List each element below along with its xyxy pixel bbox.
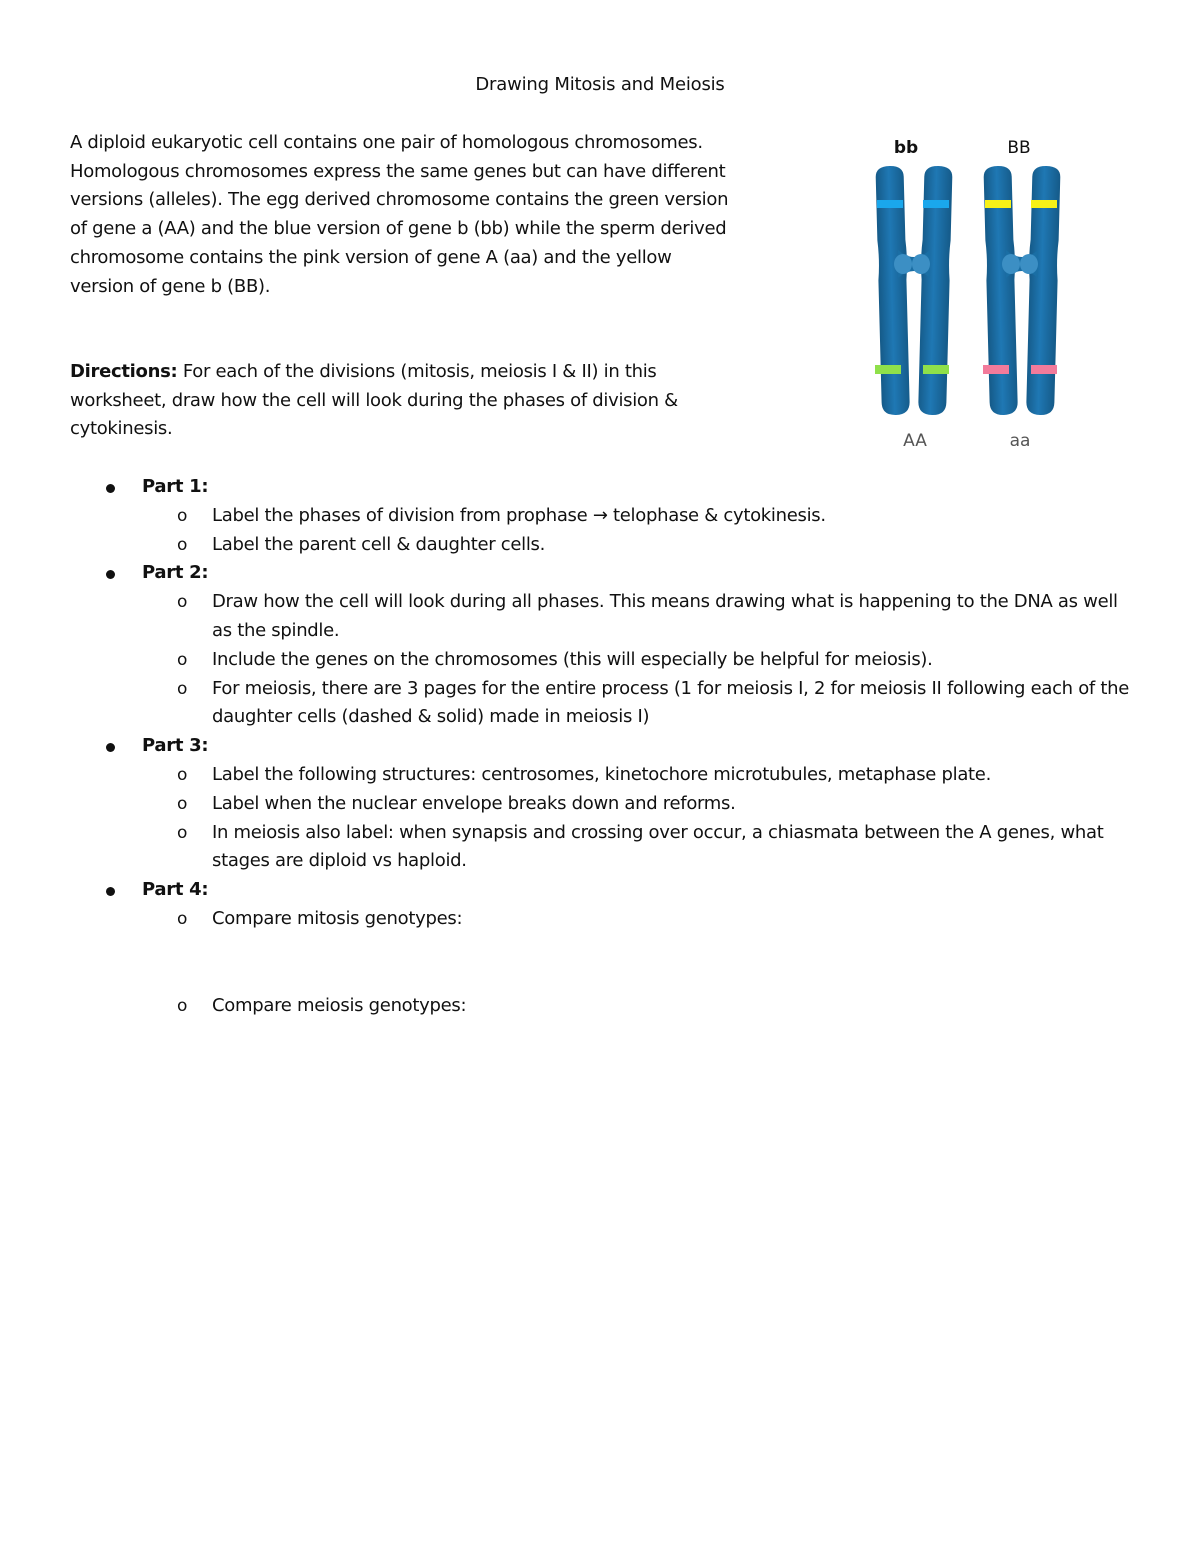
- sub-bullet-icon: o: [177, 534, 188, 555]
- gene-band-blue: [923, 200, 949, 208]
- list-item: [0, 790, 1200, 819]
- sub-bullet-icon: o: [177, 793, 188, 814]
- gene-band-pink: [983, 365, 1009, 374]
- bullet-icon: [106, 484, 115, 493]
- part-2: [0, 559, 1200, 732]
- part-4: [0, 876, 1200, 1020]
- intro-paragraph: [70, 129, 845, 301]
- label-BB: BB: [1007, 138, 1031, 158]
- bullet-icon: [106, 570, 115, 579]
- gene-band-blue: [877, 200, 903, 208]
- directions-label: Directions:: [70, 361, 178, 382]
- list-item-text: Compare mitosis genotypes:: [212, 907, 463, 929]
- list-item: [0, 502, 1200, 531]
- list-item: [0, 531, 1200, 560]
- list-item-text: Compare meiosis genotypes:: [212, 994, 467, 1016]
- bullet-icon: [106, 887, 115, 896]
- list-item-text: For meiosis, there are 3 pages for the entire process (1 for meiosis I, 2 for meiosis II following each of the daughter cells (dashed & solid) made in meiosis I): [212, 677, 1130, 728]
- part-label: Part 3:: [142, 735, 209, 757]
- gene-band-green: [923, 365, 949, 374]
- sub-bullet-icon: o: [177, 678, 188, 699]
- list-item-text: Label the parent cell & daughter cells.: [212, 533, 546, 555]
- directions-line: [70, 358, 845, 387]
- list-item: [0, 905, 1200, 934]
- intro-line: of gene a (AA) and the blue version of gene b (bb) while the sperm derived: [70, 218, 727, 240]
- gene-band-yellow: [985, 200, 1011, 208]
- list-item-text: Label when the nuclear envelope breaks down and reforms.: [212, 792, 736, 814]
- chromosome-diagram: [862, 130, 1082, 460]
- part-heading: [0, 732, 1200, 761]
- list-item-text: Draw how the cell will look during all phases. This means drawing what is happening to the DNA as well as the spindle.: [212, 591, 1118, 641]
- part-1: [0, 473, 1200, 559]
- sub-bullet-icon: o: [177, 649, 188, 670]
- list-item: [0, 646, 1200, 675]
- part-heading: [0, 876, 1200, 905]
- intro-line: version of gene b (BB).: [70, 275, 271, 297]
- list-item: [0, 819, 1200, 877]
- sub-bullet-icon: o: [177, 764, 188, 785]
- label-bb: bb: [893, 138, 919, 158]
- part-label: Part 1:: [142, 476, 209, 497]
- directions-paragraph: [70, 358, 845, 444]
- part-heading: [0, 559, 1200, 588]
- label-AA: AA: [903, 431, 927, 451]
- intro-line: Homologous chromosomes express the same genes but can have different: [70, 160, 726, 182]
- list-item: [0, 992, 1200, 1021]
- part-label: Part 4:: [142, 879, 209, 901]
- sub-bullet-icon: o: [177, 908, 188, 929]
- sub-bullet-icon: o: [177, 505, 188, 526]
- list-item-text: In meiosis also label: when synapsis and crossing over occur, a chiasmata between the A genes, what stages are diploid vs haploid.: [212, 821, 1104, 872]
- chromosome-left: [875, 166, 953, 416]
- page-title: Drawing Mitosis and Meiosis: [475, 74, 725, 95]
- list-item-text: Label the following structures: centrosomes, kinetochore microtubules, metaphase plate.: [212, 763, 991, 785]
- label-aa: aa: [1009, 431, 1031, 451]
- part-label: Part 2:: [142, 562, 209, 584]
- intro-line: versions (alleles). The egg derived chromosome contains the green version: [70, 189, 729, 211]
- list-item-text: Include the genes on the chromosomes (this will especially be helpful for meiosis).: [212, 648, 933, 670]
- intro-line: A diploid eukaryotic cell contains one pair of homologous chromosomes.: [70, 132, 703, 153]
- part-heading: [0, 473, 1200, 502]
- chromosome-figure: [862, 130, 1082, 460]
- directions-line: cytokinesis.: [70, 418, 173, 440]
- directions-line: worksheet, draw how the cell will look during the phases of division &: [70, 389, 678, 411]
- answer-space: [0, 934, 1200, 992]
- gene-band-yellow: [1031, 200, 1057, 208]
- sub-bullet-icon: o: [177, 995, 188, 1016]
- bullet-icon: [106, 743, 115, 752]
- list-item-text: Label the phases of division from prophase → telophase & cytokinesis.: [212, 504, 826, 526]
- list-item: [0, 675, 1200, 733]
- parts-list: [0, 473, 1200, 1021]
- directions-text: For each of the divisions (mitosis, meiosis I & II) in this: [177, 361, 657, 382]
- intro-line: chromosome contains the pink version of gene A (aa) and the yellow: [70, 246, 672, 268]
- sub-bullet-icon: o: [177, 592, 188, 613]
- part-3: [0, 732, 1200, 876]
- gene-band-pink: [1031, 365, 1057, 374]
- sub-bullet-icon: o: [177, 822, 188, 843]
- list-item: [0, 588, 1200, 646]
- list-item: [0, 761, 1200, 790]
- chromosome-right: [983, 166, 1061, 416]
- gene-band-green: [875, 365, 901, 374]
